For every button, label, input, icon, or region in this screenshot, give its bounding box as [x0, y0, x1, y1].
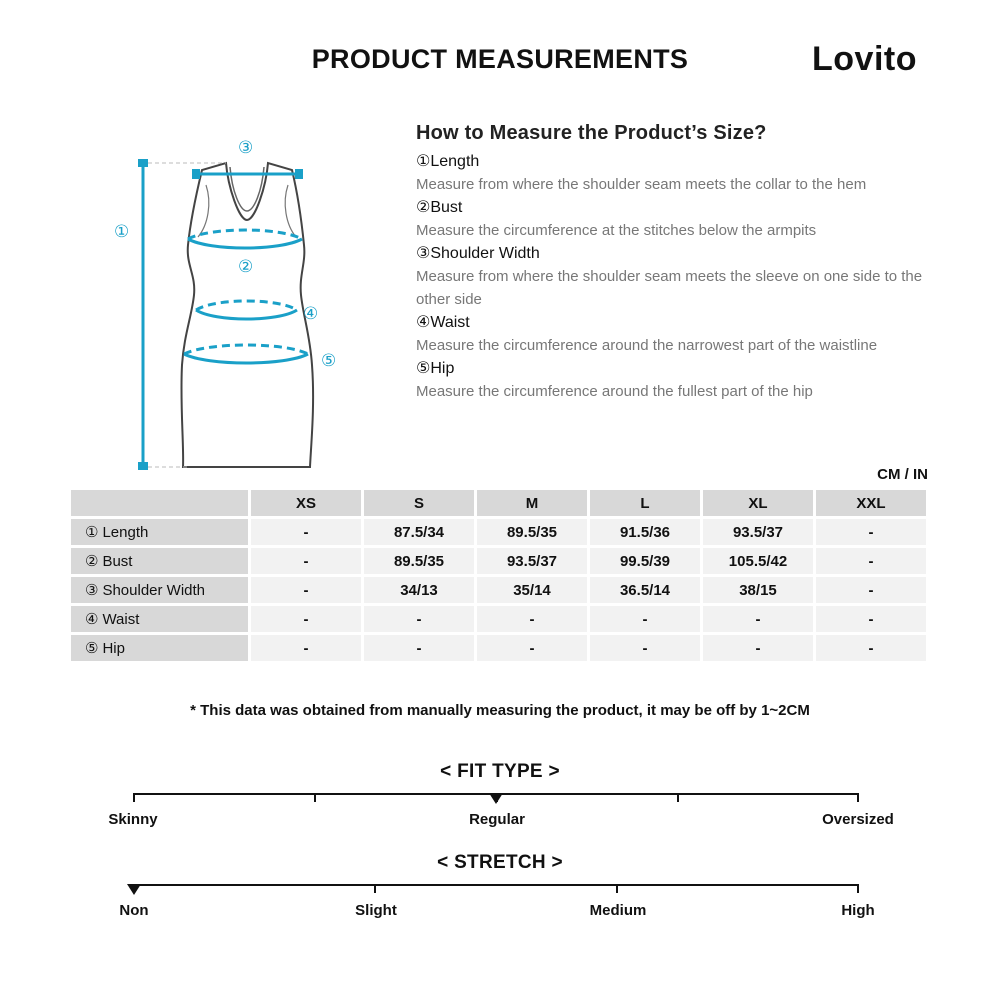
table-cell: - [251, 548, 361, 574]
table-cell: 87.5/34 [364, 519, 474, 545]
measure-desc: Measure from where the shoulder seam meets the collar to the hem [416, 176, 867, 193]
stretch-label-high: High [841, 902, 875, 919]
table-corner [71, 490, 248, 516]
fit-label-regular: Regular [469, 811, 525, 828]
fit-type-title: < FIT TYPE > [440, 761, 560, 782]
table-cell: - [590, 635, 700, 661]
dress-outline [181, 163, 313, 467]
table-cell: - [477, 606, 587, 632]
stretch-label-non: Non [119, 902, 149, 919]
table-cell: 89.5/35 [364, 548, 474, 574]
stretch-title: < STRETCH > [437, 852, 563, 873]
brand-logo: Lovito [812, 40, 917, 78]
marker-hip: ⑤ [321, 351, 337, 371]
waist-guide [196, 301, 297, 319]
table-cell: - [816, 548, 926, 574]
measure-item-waist [416, 312, 936, 357]
shoulder-guide [192, 169, 303, 179]
marker-waist: ④ [303, 304, 319, 324]
table-cell: 89.5/35 [477, 519, 587, 545]
table-row [71, 548, 926, 574]
table-cell: 36.5/14 [590, 577, 700, 603]
size-table [68, 487, 929, 664]
table-row [71, 606, 926, 632]
fit-tick [133, 793, 135, 802]
table-row [71, 577, 926, 603]
page-title: PRODUCT MEASUREMENTS [311, 44, 689, 74]
row-name: Shoulder Width [102, 582, 206, 599]
row-number: ⑤ [85, 640, 99, 657]
table-cell: - [364, 635, 474, 661]
stretch-axis [133, 884, 859, 886]
measure-item-length [416, 151, 936, 196]
row-number: ④ [85, 611, 99, 628]
size-header: S [364, 490, 474, 516]
stretch-tick [857, 884, 859, 893]
table-cell: - [816, 519, 926, 545]
measure-desc: Measure the circumference at the stitches below the armpits [416, 222, 817, 239]
stretch-label-medium: Medium [589, 902, 647, 919]
size-header: XXL [816, 490, 926, 516]
fit-tick [677, 793, 679, 802]
unit-label: CM / IN [877, 466, 928, 483]
measure-item-bust [416, 197, 936, 242]
table-cell: - [251, 635, 361, 661]
measure-desc: Measure from where the shoulder seam meets the sleeve on one side to the other side [416, 268, 923, 308]
row-name: Hip [102, 640, 125, 657]
table-cell: - [816, 606, 926, 632]
table-cell: 91.5/36 [590, 519, 700, 545]
size-header: M [477, 490, 587, 516]
stretch-tick [616, 884, 618, 893]
row-label [71, 577, 248, 603]
table-cell: - [477, 635, 587, 661]
table-cell: - [590, 606, 700, 632]
how-to-measure [416, 122, 936, 404]
row-name: Bust [102, 553, 133, 570]
stretch-marker [127, 884, 141, 895]
measurement-note: * This data was obtained from manually measuring the product, it may be off by 1~2CM [190, 702, 810, 719]
fit-tick [314, 793, 316, 802]
table-cell: - [816, 577, 926, 603]
dress-measurement-diagram [80, 125, 360, 480]
measure-name: ⑤Hip [416, 360, 455, 377]
size-header: L [590, 490, 700, 516]
table-cell: - [251, 577, 361, 603]
size-header: XL [703, 490, 813, 516]
measure-item-shoulder [416, 243, 936, 311]
measure-name: ④Waist [416, 314, 470, 331]
table-row [71, 519, 926, 545]
table-cell: 93.5/37 [703, 519, 813, 545]
stretch-tick [374, 884, 376, 893]
size-header: XS [251, 490, 361, 516]
table-cell: 99.5/39 [590, 548, 700, 574]
measure-name: ③Shoulder Width [416, 245, 540, 262]
fit-type-marker [489, 793, 503, 804]
row-name: Length [102, 524, 149, 541]
marker-bust: ② [238, 257, 254, 277]
row-number: ① [85, 524, 99, 541]
marker-shoulder: ③ [238, 138, 254, 158]
measure-name: ②Bust [416, 199, 463, 216]
measure-name: ①Length [416, 153, 480, 170]
fit-tick [857, 793, 859, 802]
bust-guide [188, 230, 302, 248]
row-name: Waist [102, 611, 140, 628]
row-label [71, 519, 248, 545]
table-cell: - [364, 606, 474, 632]
row-label [71, 548, 248, 574]
row-label [71, 606, 248, 632]
fit-label-oversized: Oversized [822, 811, 894, 828]
table-cell: 105.5/42 [703, 548, 813, 574]
table-cell: - [703, 606, 813, 632]
table-cell: 38/15 [703, 577, 813, 603]
table-cell: - [251, 519, 361, 545]
table-cell: 35/14 [477, 577, 587, 603]
table-cell: 93.5/37 [477, 548, 587, 574]
measure-desc: Measure the circumference around the narrowest part of the waistline [416, 337, 878, 354]
fit-label-skinny: Skinny [108, 811, 158, 828]
hip-guide [184, 345, 308, 363]
stretch-label-slight: Slight [355, 902, 397, 919]
row-label [71, 635, 248, 661]
table-cell: - [703, 635, 813, 661]
marker-length: ① [114, 222, 130, 242]
table-row [71, 635, 926, 661]
row-number: ② [85, 553, 99, 570]
table-cell: - [816, 635, 926, 661]
table-cell: 34/13 [364, 577, 474, 603]
table-cell: - [251, 606, 361, 632]
table-header-row [71, 490, 926, 516]
howto-heading: How to Measure the Product’s Size? [416, 122, 767, 144]
row-number: ③ [85, 582, 99, 599]
measure-desc: Measure the circumference around the fullest part of the hip [416, 383, 813, 400]
measure-item-hip [416, 358, 936, 403]
